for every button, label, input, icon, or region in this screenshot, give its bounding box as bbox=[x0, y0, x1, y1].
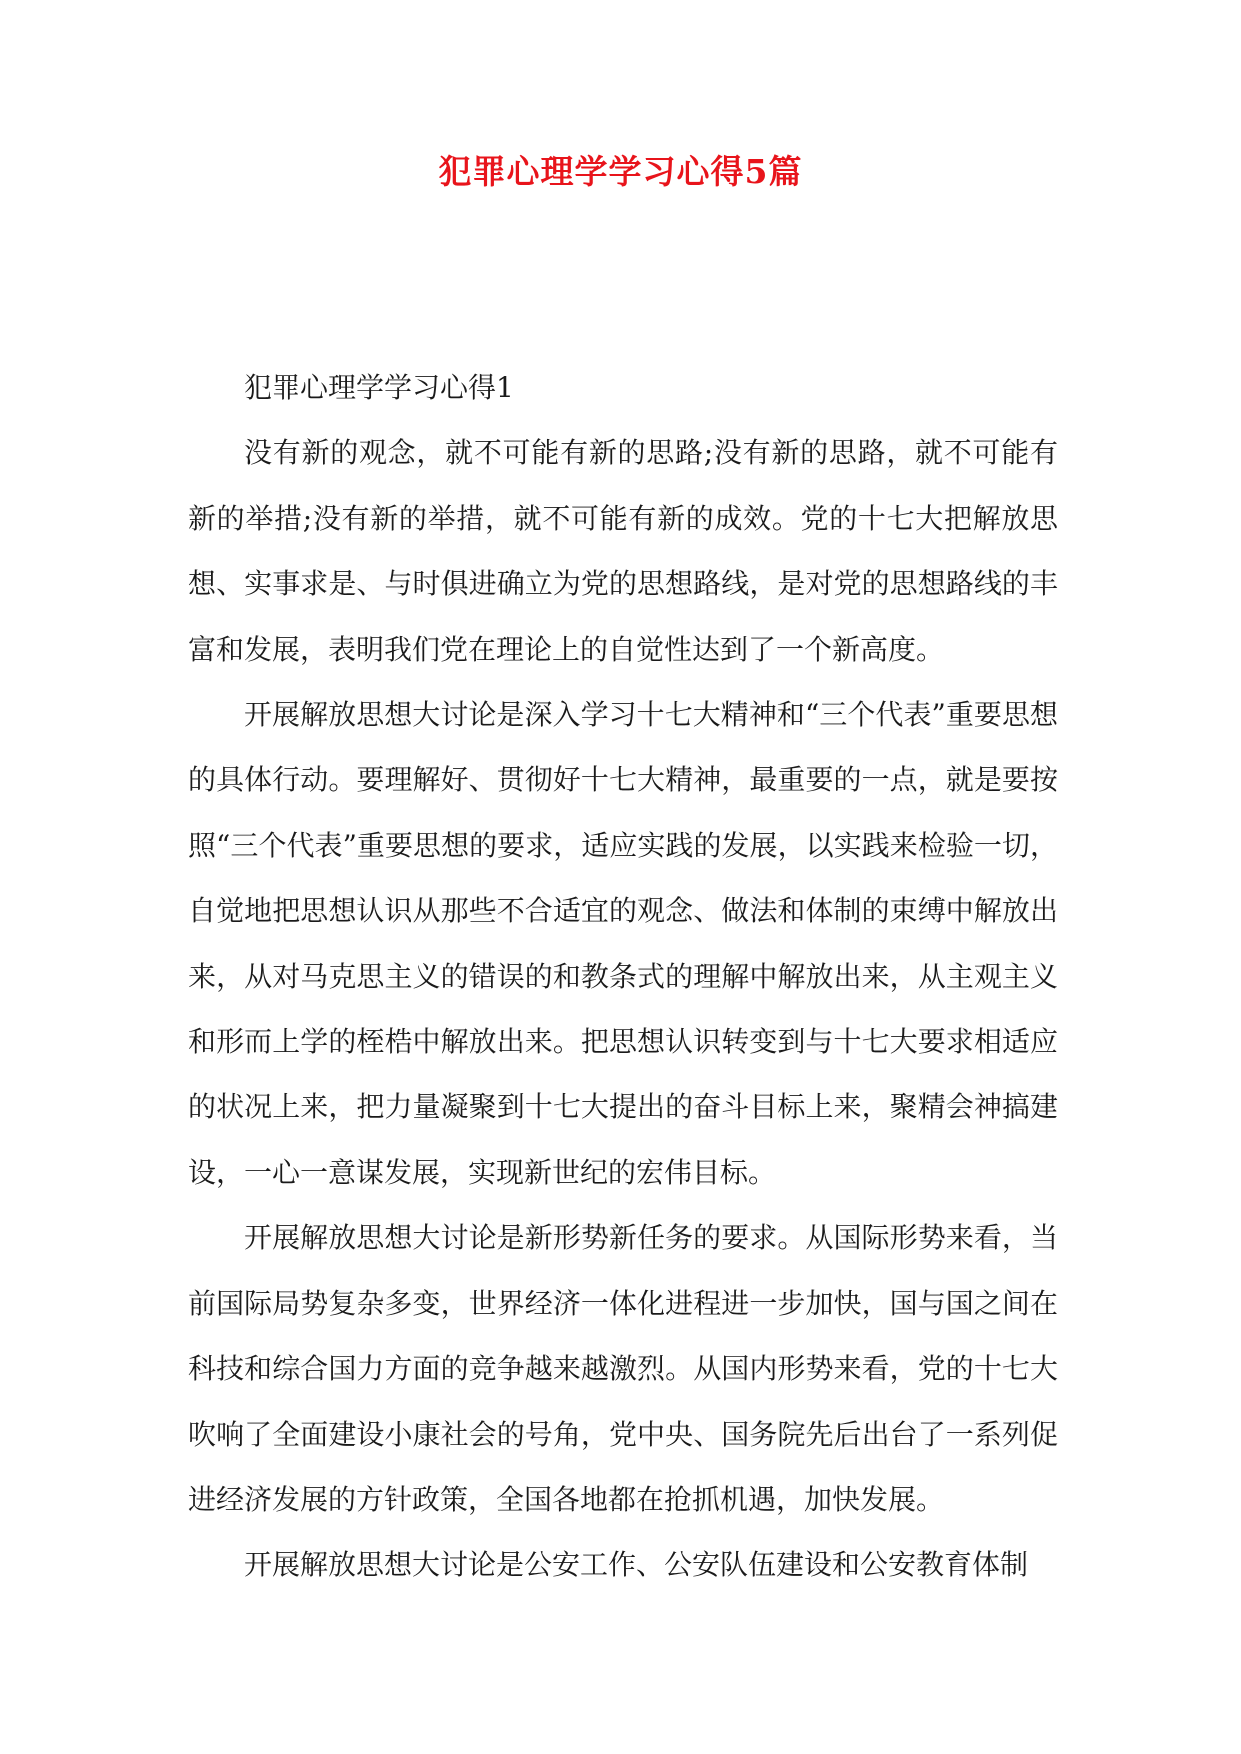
document-title: 犯罪心理学学习心得5篇 bbox=[438, 152, 803, 191]
paragraph-1: 没有新的观念，就不可能有新的思路;没有新的思路，就不可能有新的举措;没有新的举措，就不可能有新的成效。党的十七大把解放思想、实事求是、与时俱进确立为党的思想路线，是对党的思想路线的丰富和发展，表明我们党在理论上的自觉性达到了一个新高度。 bbox=[188, 436, 1058, 666]
section-heading: 犯罪心理学学习心得1 bbox=[244, 371, 514, 404]
paragraph-4: 开展解放思想大讨论是公安工作、公安队伍建设和公安教育体制 bbox=[244, 1548, 1029, 1582]
paragraph-2: 开展解放思想大讨论是深入学习十七大精神和“三个代表”重要思想的具体行动。要理解好、贯彻好十七大精神，最重要的一点，就是要按照“三个代表”重要思想的要求，适应实践的发展，以实践来检验一切，自觉地把思想认识从那些不合适宜的观念、做法和体制的束缚中解放出来，从对马克思主义的错误的和教条式的理解中解放出来，从主观主义和形而上学的桎梏中解放出来。把思想认识转变到与十七大要求相适应的状况上来，把力量凝聚到十七大提出的奋斗目标上来，聚精会神搞建设，一心一意谋发展，实现新世纪的宏伟目标。 bbox=[188, 698, 1058, 1189]
paragraph-3: 开展解放思想大讨论是新形势新任务的要求。从国际形势来看，当前国际局势复杂多变，世界经济一体化进程进一步加快，国与国之间在科技和综合国力方面的竞争越来越激烈。从国内形势来看，党的十七大吹响了全面建设小康社会的号角，党中央、国务院先后出台了一系列促进经济发展的方针政策，全国各地都在抢抓机遇，加快发展。 bbox=[188, 1221, 1058, 1516]
document-body bbox=[188, 355, 1058, 1598]
